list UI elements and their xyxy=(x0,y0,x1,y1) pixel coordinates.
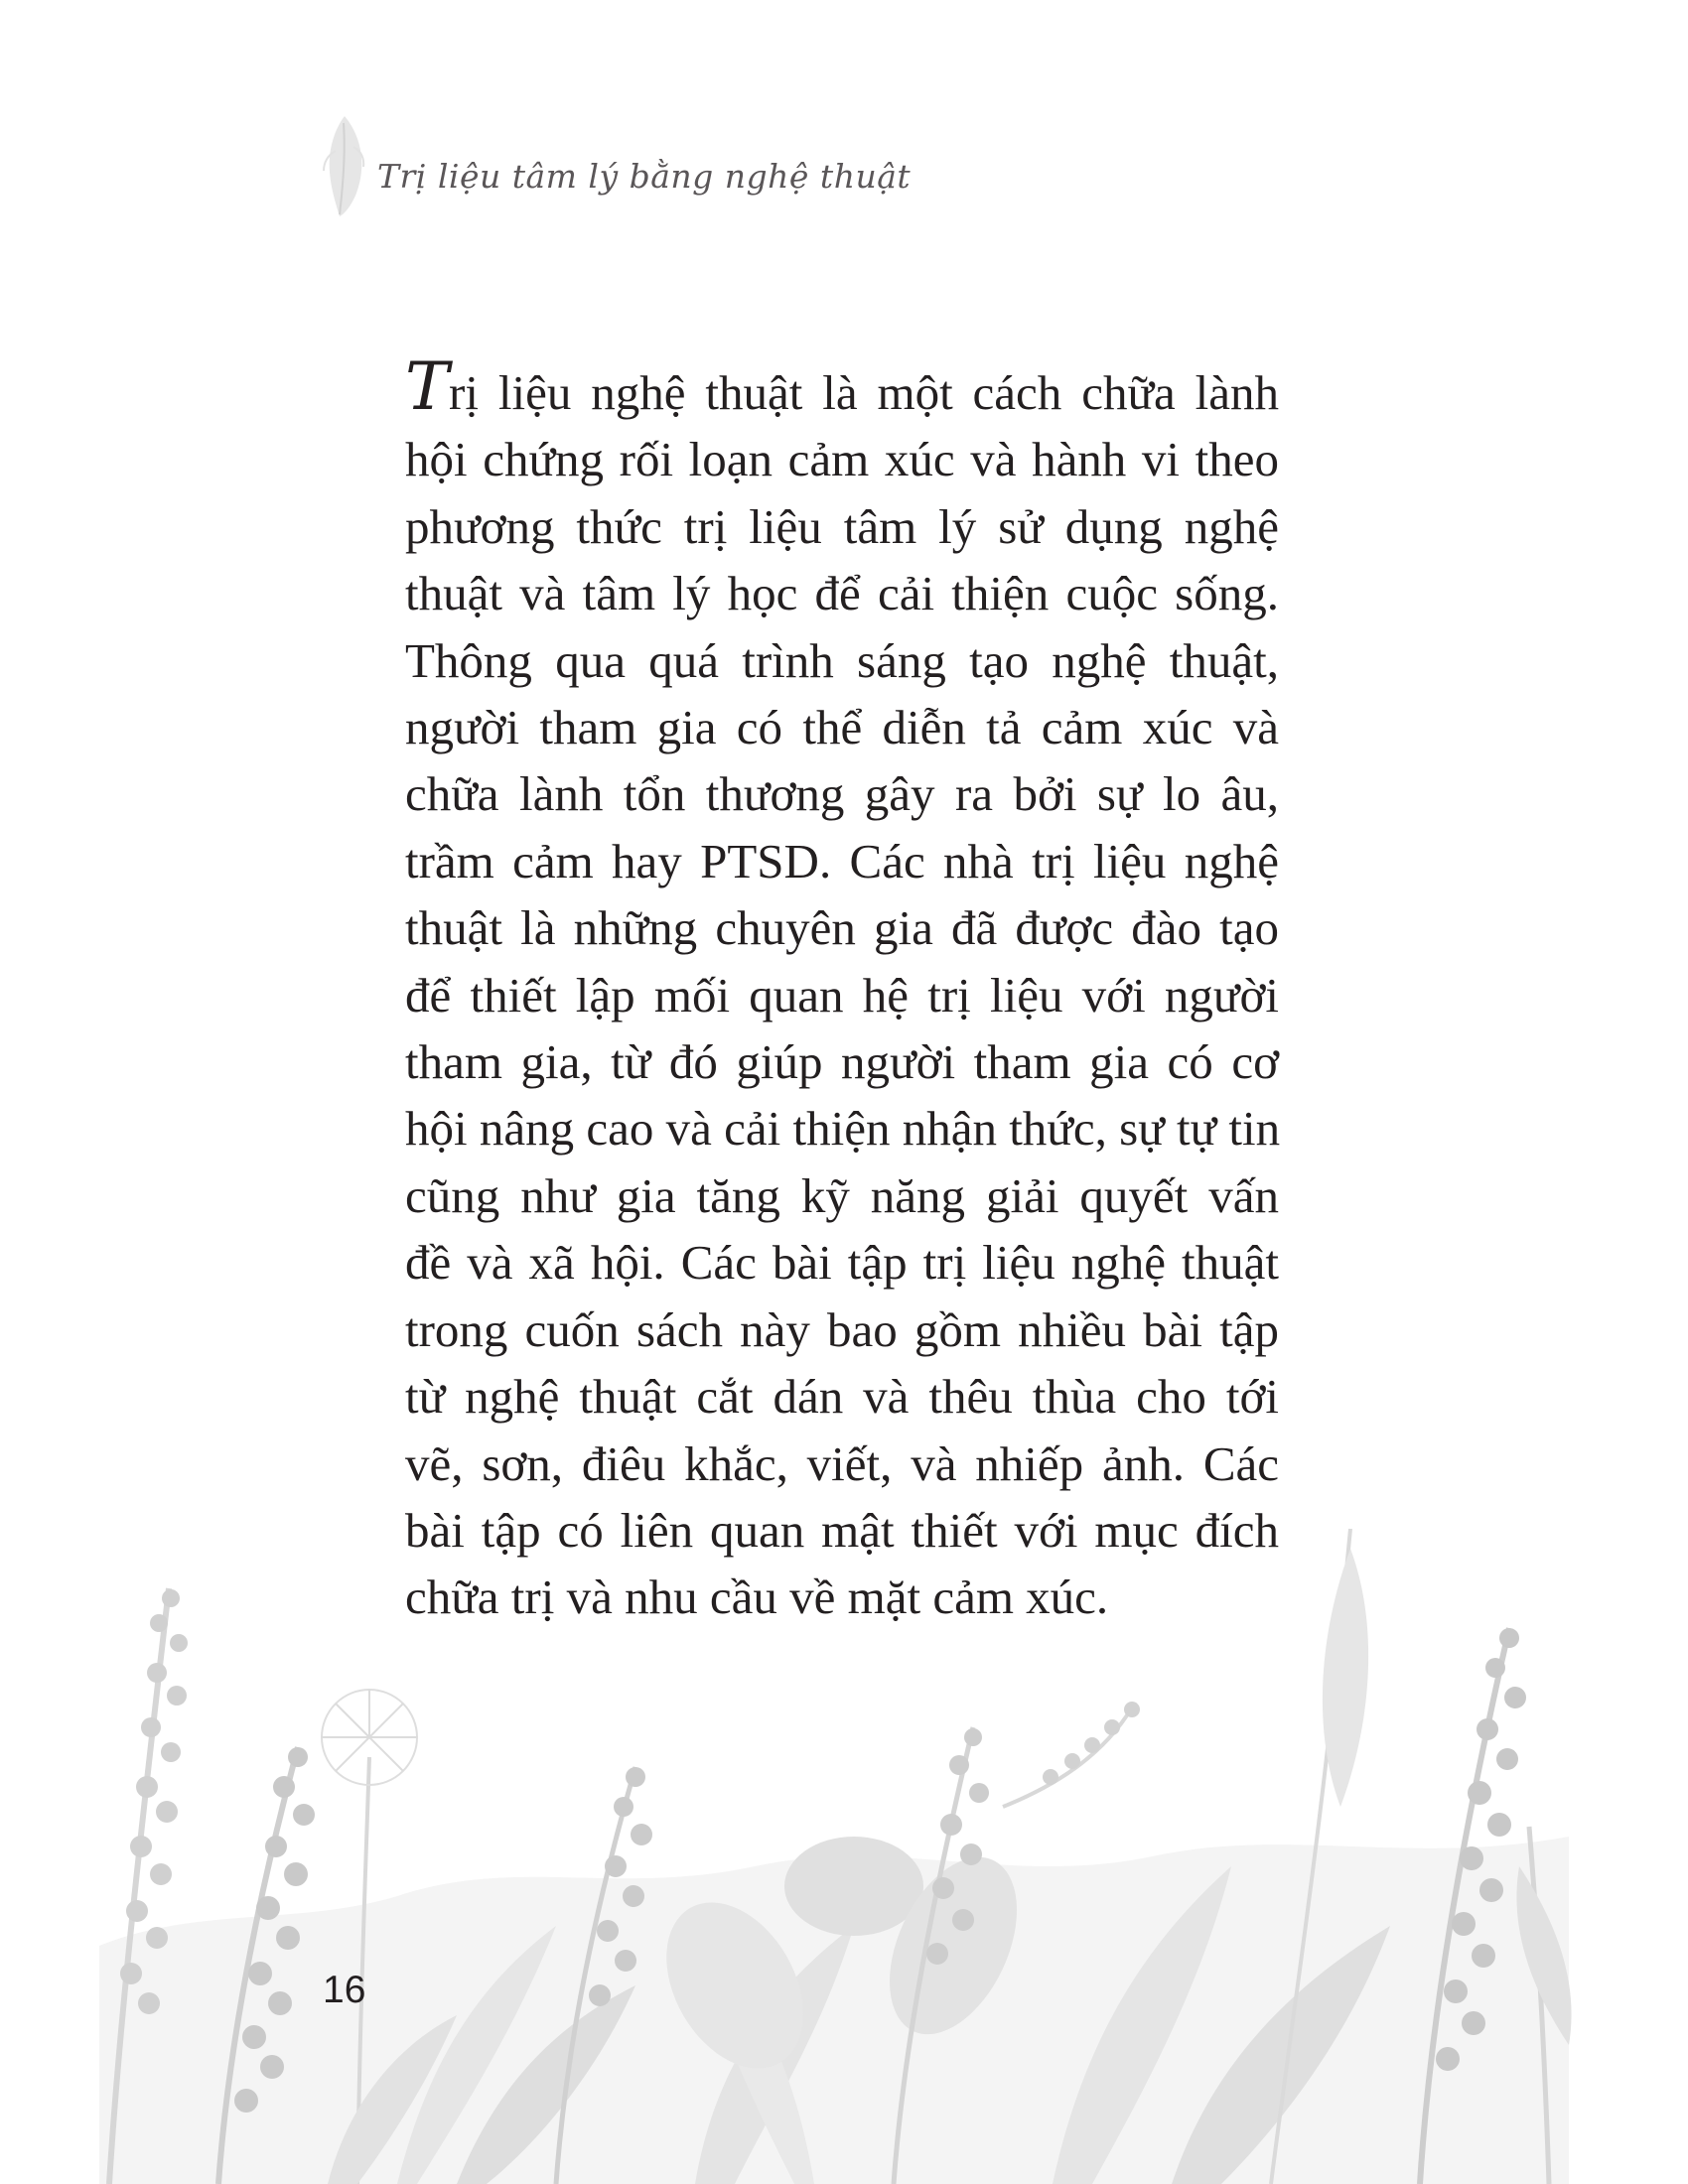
text-line: chữa trị và nhu cầu về mặt cảm xúc. xyxy=(405,1570,1109,1625)
text-line: hội chứng rối loạn cảm xúc và hành vi theo xyxy=(405,432,1279,487)
page-number: 16 xyxy=(323,1969,366,2011)
text-line: đề và xã hội. Các bài tập trị liệu nghệ thuật xyxy=(405,1235,1279,1291)
botanical-background-illustration xyxy=(0,1430,1688,2184)
feather-icon xyxy=(310,111,379,220)
text-line: người tham gia có thể diễn tả cảm xúc và xyxy=(405,700,1279,755)
text-line: chữa lành tổn thương gây ra bởi sự lo âu, xyxy=(405,766,1279,822)
text-line: trong cuốn sách này bao gồm nhiều bài tập xyxy=(405,1301,1279,1357)
running-header-title: Trị liệu tâm lý bằng nghệ thuật xyxy=(377,157,912,196)
text-line: hội nâng cao và cải thiện nhận thức, sự tự tin xyxy=(405,1101,1281,1157)
text-line: cũng như gia tăng kỹ năng giải quyết vấn xyxy=(405,1167,1279,1223)
text-line: phương thức trị liệu tâm lý sử dụng nghệ xyxy=(405,498,1279,554)
text-line: từ nghệ thuật cắt dán và thêu thùa cho tới xyxy=(405,1369,1279,1425)
drop-cap: T xyxy=(405,348,450,425)
text-line: thuật và tâm lý học để cải thiện cuộc sống. xyxy=(405,566,1279,621)
text-line: tham gia, từ đó giúp người tham gia có cơ xyxy=(405,1034,1279,1090)
text-line: Thông qua quá trình sáng tạo nghệ thuật, xyxy=(405,632,1279,688)
text-line: để thiết lập mối quan hệ trị liệu với người xyxy=(405,967,1279,1023)
text-line-1 xyxy=(405,348,1279,426)
text-line: trầm cảm hay PTSD. Các nhà trị liệu nghệ xyxy=(405,833,1279,888)
text-line: thuật là những chuyên gia đã được đào tạo xyxy=(405,900,1279,956)
text-line: bài tập có liên quan mật thiết với mục đích xyxy=(405,1502,1279,1558)
text-line: vẽ, sơn, điêu khắc, viết, và nhiếp ảnh. Các xyxy=(405,1435,1279,1491)
text-line-1-rest: rị liệu nghệ thuật là một cách chữa lành xyxy=(449,365,1279,420)
